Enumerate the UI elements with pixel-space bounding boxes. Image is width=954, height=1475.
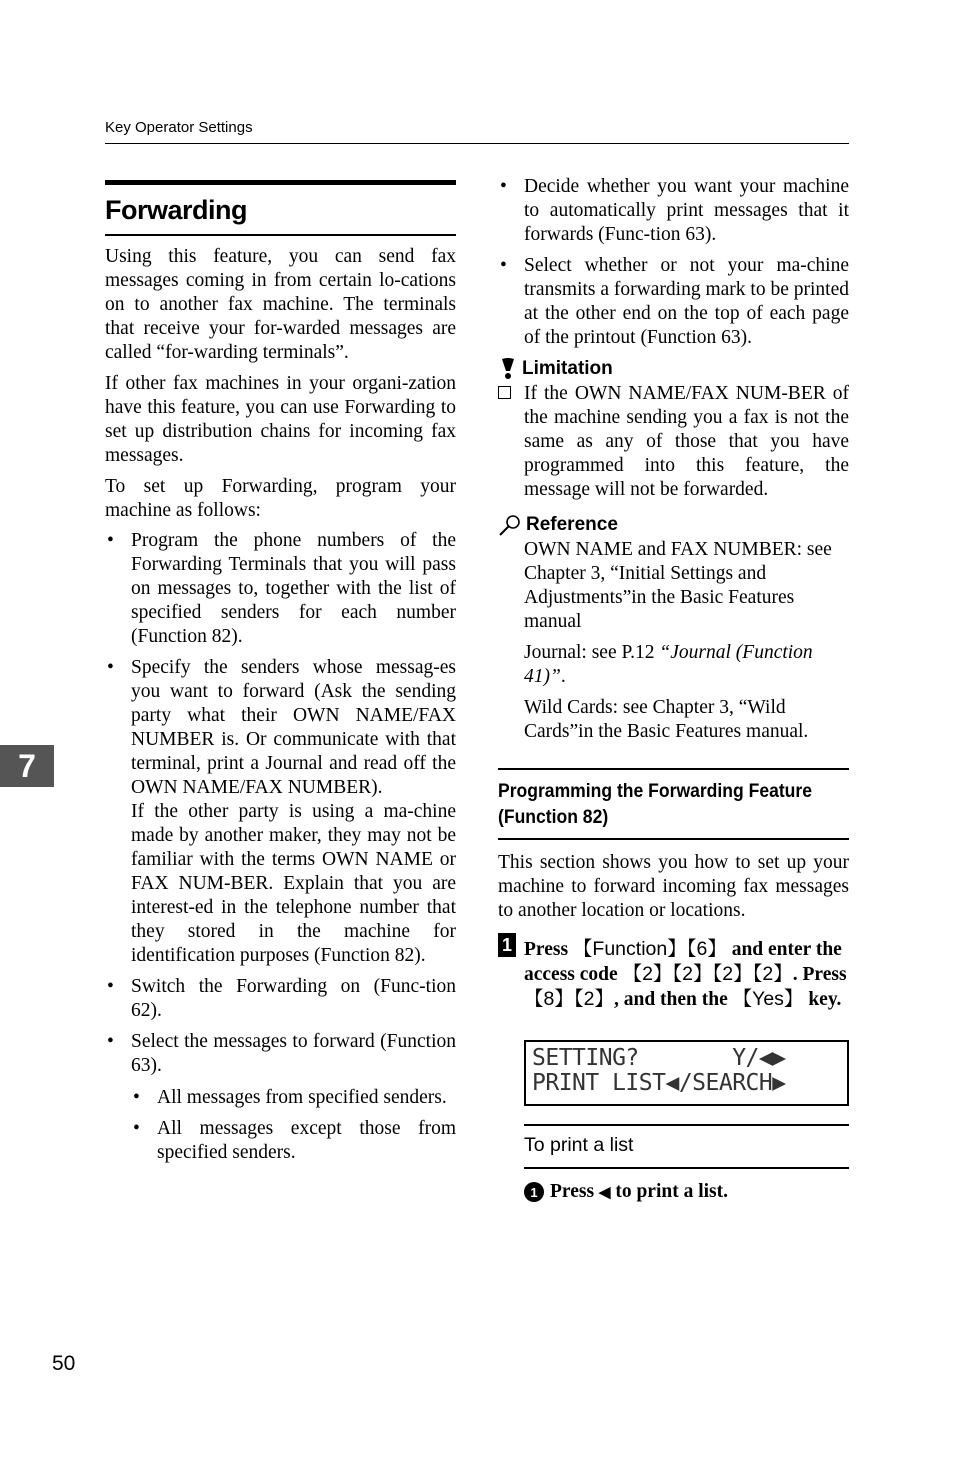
reference-heading: Reference xyxy=(498,514,849,536)
exclamation-icon xyxy=(498,358,518,380)
header-title: Key Operator Settings xyxy=(105,119,253,136)
intro-paragraph: Using this feature, you can send fax messages coming in from certain lo-cations on to another fax machine. The terminals that receive your for-warded messages are called “for-warding terminals”. xyxy=(105,246,456,363)
step-number-badge: 1 xyxy=(498,933,516,957)
running-header xyxy=(105,119,849,144)
section-intro: This section shows you how to set up your machine to forward incoming fax messages to another location or locations. xyxy=(498,852,849,921)
org-paragraph: If other fax machines in your organi-zation have this feature, you can use Forwarding to set up distribution chains for incoming fax messages. xyxy=(105,373,456,466)
limitation-item: If the OWN NAME/FAX NUM-BER of the machine sending you a fax is not the same as any of those that you have programmed into this feature, the message will not be forwarded. xyxy=(498,382,849,502)
sub-list-item: • All messages from specified senders. xyxy=(133,1087,447,1108)
substep-1: 1 Press ◀ to print a list. xyxy=(524,1181,849,1203)
list-item-extra: If the other party is using a ma-chine made by another maker, they may not be familiar with the terms OWN NAME or FAX NUM-BER. Explain that you are interest-ed in the telephone number that they stored in the machine for identification purposes (Function 82). xyxy=(131,801,456,966)
list-item: • Decide whether you want your machine to automatically print messages that it forwards (Func-tion 63). xyxy=(500,176,849,245)
sub-list-item: • All messages except those from specified senders. xyxy=(133,1118,456,1163)
page-title: Forwarding xyxy=(105,195,247,225)
function-key: 【Function】 xyxy=(572,938,687,960)
list-item: • Select the messages to forward (Function 63). • All messages from specified senders. • All messages except those from specified senders. xyxy=(107,1031,456,1163)
list-item: • Select whether or not your ma-chine transmits a forwarding mark to be printed at the other end on the top of each page of the printout (Function 63). xyxy=(500,255,849,348)
yes-key: 【Yes】 xyxy=(732,988,804,1010)
right-column xyxy=(498,175,849,1203)
section-rule-bottom xyxy=(498,838,849,840)
lcd-line-2: PRINT LIST◀/SEARCH▶ xyxy=(532,1070,786,1096)
setup-list xyxy=(105,529,456,1165)
chapter-tab: 7 xyxy=(0,745,54,787)
page-number: 50 xyxy=(52,1352,76,1375)
left-arrow-icon: ◀ xyxy=(598,1185,611,1201)
reference-journal: Journal: see P.12 “Journal (Function 41)”. xyxy=(524,642,813,687)
reference-wild-cards: Wild Cards: see Chapter 3, “Wild Cards”in the Basic Features manual. xyxy=(524,697,809,742)
list-item: • Program the phone numbers of the Forwarding Terminals that you will pass on messages to, together with the list of specified senders for each number (Function 82). xyxy=(107,530,456,647)
lcd-display xyxy=(524,1040,849,1106)
reference-own-name: OWN NAME and FAX NUMBER: see Chapter 3, “Initial Settings and Adjustments”in the Basic Features manual xyxy=(524,539,832,632)
list-item: • Switch the Forwarding on (Func-tion 62). xyxy=(107,976,456,1021)
setup-paragraph: To set up Forwarding, program your machine as follows: xyxy=(105,476,456,521)
list-item: • Specify the senders whose messag-es you want to forward (Ask the sending party what their OWN NAME/FAX NUMBER is. Or communicate with that terminal, print a Journal and read off the OWN NAME/FAX NUMBER). If the other party is using a ma-chine made by another maker, they may not be familiar with the terms OWN NAME or FAX NUM-BER. Explain that you are interest-ed in the telephone number that they stored in the machine for identification purposes (Function 82). xyxy=(107,657,456,966)
section-title: Programming the Forwarding Feature (Function 82) xyxy=(498,780,813,828)
limitation-heading: Limitation xyxy=(498,358,849,380)
left-column xyxy=(105,180,456,1172)
checkbox-icon xyxy=(498,386,511,399)
step-1: 1 Press 【Function】【6】 and enter the access code 【2】【2】【2】【2】. Press 【8】【2】, and then the 【Yes】 key. xyxy=(498,937,849,1012)
title-rule-top xyxy=(105,180,456,185)
substep-number-badge: 1 xyxy=(524,1182,544,1202)
lcd-line-1: SETTING? Y/◀▶ xyxy=(532,1045,786,1071)
right-list xyxy=(498,175,849,350)
sub-list xyxy=(131,1086,456,1165)
magnifier-icon xyxy=(498,514,522,536)
title-rule-bottom xyxy=(105,234,456,236)
subsection-title: To print a list xyxy=(524,1124,849,1169)
section-rule-top xyxy=(498,768,849,770)
